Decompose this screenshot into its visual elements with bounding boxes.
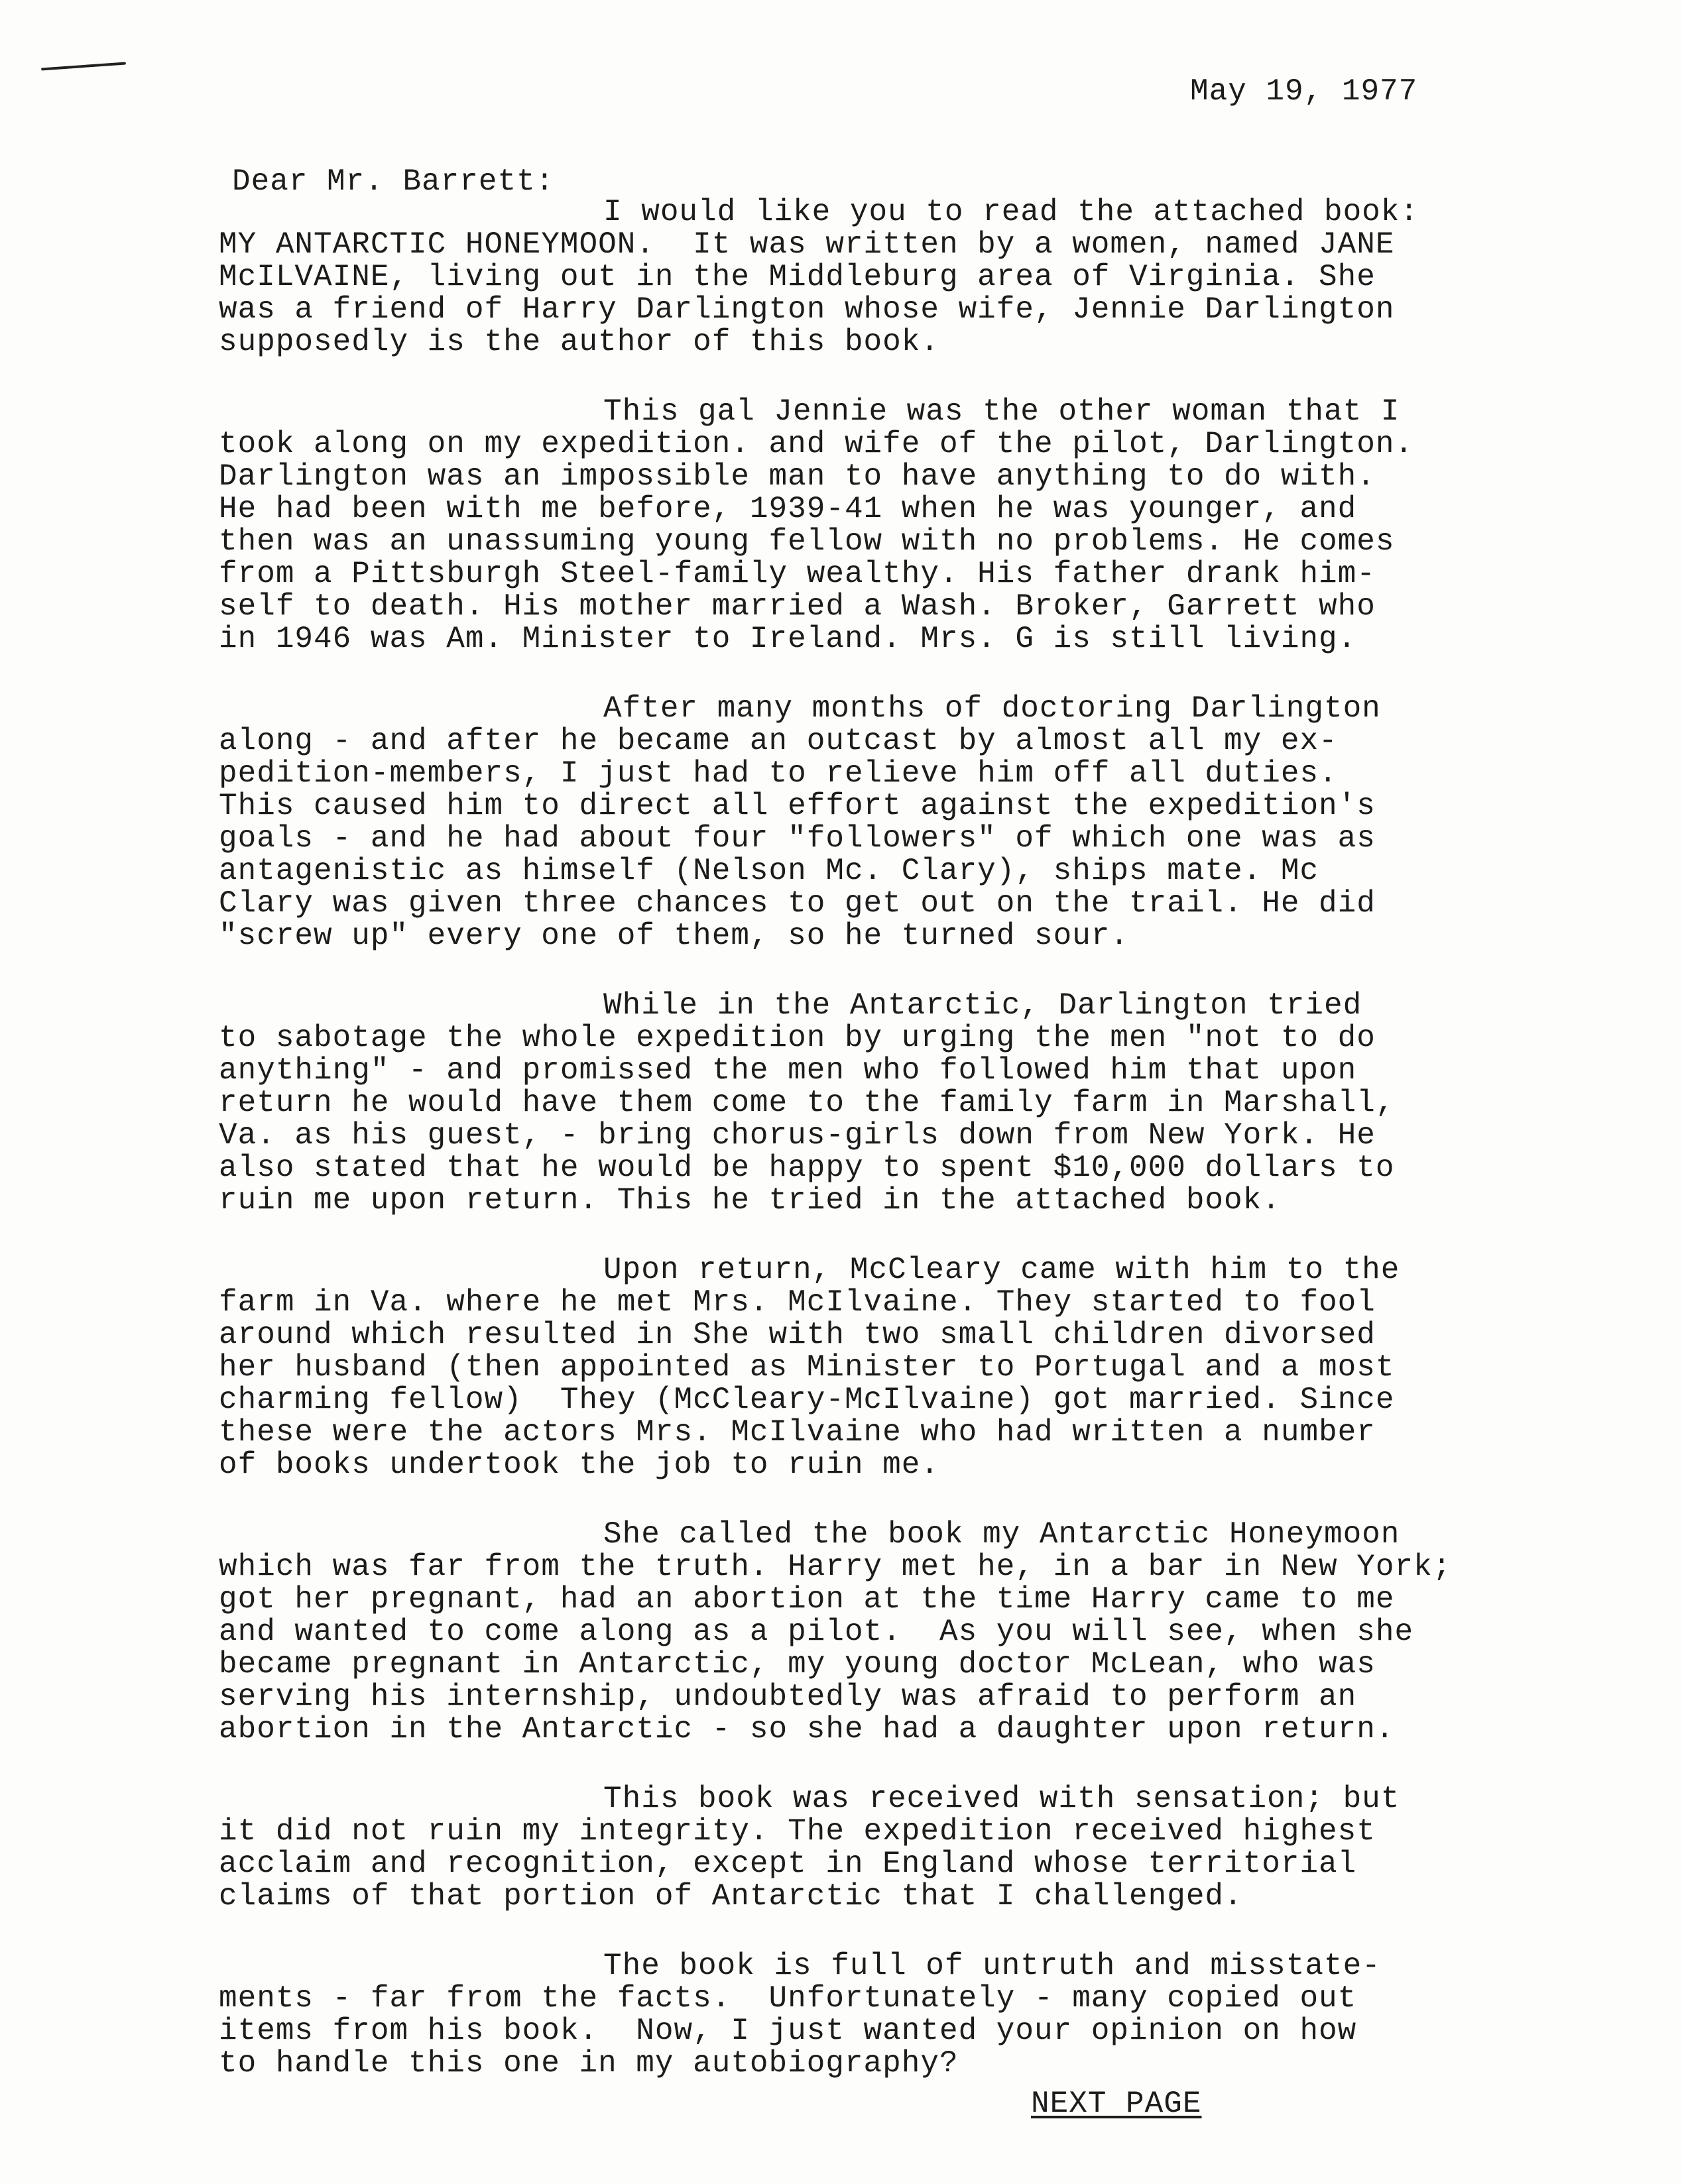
text-line: This book was received with sensation; but [603, 1782, 1400, 1816]
paragraph [219, 196, 1571, 359]
text-line: to sabotage the whole expedition by urging the men "not to do [219, 1021, 1376, 1055]
text-line: and wanted to come along as a pilot. As you will see, when she [219, 1615, 1414, 1649]
letter-date: May 19, 1977 [1190, 74, 1418, 109]
paragraph [219, 1783, 1571, 1913]
text-line: abortion in the Antarctic - so she had a daughter upon return. [219, 1712, 1395, 1747]
text-line: became pregnant in Antarctic, my young doctor McLean, who was [219, 1647, 1376, 1682]
text-line: around which resulted in She with two small children divorsed [219, 1318, 1376, 1352]
paragraph [219, 396, 1571, 656]
text-line: anything" - and promissed the men who followed him that upon [219, 1053, 1357, 1088]
text-line: which was far from the truth. Harry met he, in a bar in New York; [219, 1550, 1452, 1584]
next-page-label: NEXT PAGE [1031, 2087, 1202, 2121]
letter-body [219, 196, 1571, 2117]
text-line: of books undertook the job to ruin me. [219, 1448, 939, 1482]
text-line: in 1946 was Am. Minister to Ireland. Mrs. G is still living. [219, 622, 1357, 656]
salutation: Dear Mr. Barrett: [232, 164, 555, 199]
text-line: "screw up" every one of them, so he turned sour. [219, 919, 1130, 953]
text-line: to handle this one in my autobiography? [219, 2046, 959, 2081]
text-line: claims of that portion of Antarctic that I challenged. [219, 1879, 1243, 1914]
text-line: ruin me upon return. This he tried in the attached book. [219, 1183, 1281, 1218]
text-line: pedition-members, I just had to relieve him off all duties. [219, 756, 1338, 791]
text-line: Darlington was an impossible man to have anything to do with. [219, 459, 1376, 494]
paragraph [219, 990, 1571, 1217]
text-line: Upon return, McCleary came with him to the [603, 1253, 1400, 1287]
paragraph [219, 1254, 1571, 1481]
text-line: ments - far from the facts. Unfortunately - many copied out [219, 1981, 1357, 2016]
text-line: these were the actors Mrs. McIlvaine who had written a number [219, 1415, 1376, 1450]
text-line: While in the Antarctic, Darlington tried [603, 988, 1362, 1023]
text-line: serving his internship, undoubtedly was afraid to perform an [219, 1680, 1357, 1714]
text-line: self to death. His mother married a Wash. Broker, Garrett who [219, 589, 1376, 624]
text-line: items from his book. Now, I just wanted your opinion on how [219, 2014, 1357, 2048]
paragraph [219, 693, 1571, 952]
text-line: took along on my expedition. and wife of the pilot, Darlington. [219, 427, 1414, 461]
text-line: McILVAINE, living out in the Middleburg area of Virginia. She [219, 260, 1376, 294]
text-line: The book is full of untruth and misstate- [603, 1949, 1381, 1983]
text-line: supposedly is the author of this book. [219, 325, 939, 359]
text-line: then was an unassuming young fellow with no problems. He comes [219, 524, 1395, 559]
text-line: She called the book my Antarctic Honeymoon [603, 1517, 1400, 1552]
text-line: farm in Va. where he met Mrs. McIlvaine. They started to fool [219, 1285, 1376, 1320]
text-line: After many months of doctoring Darlington [603, 691, 1381, 726]
text-line: MY ANTARCTIC HONEYMOON. It was written by a women, named JANE [219, 227, 1395, 262]
text-line: Clary was given three chances to get out on the trail. He did [219, 886, 1376, 921]
text-line: charming fellow) They (McCleary-McIlvaine) got married. Since [219, 1383, 1395, 1417]
text-line: her husband (then appointed as Minister to Portugal and a most [219, 1350, 1395, 1385]
paragraph [219, 1950, 1571, 2080]
text-line: return he would have them come to the family farm in Marshall, [219, 1086, 1395, 1120]
text-line: He had been with me before, 1939-41 when he was younger, and [219, 492, 1357, 526]
paragraph [219, 1519, 1571, 1746]
text-line: got her pregnant, had an abortion at the time Harry came to me [219, 1582, 1395, 1617]
text-line: also stated that he would be happy to spent $10,000 dollars to [219, 1151, 1395, 1185]
text-line: This gal Jennie was the other woman that I [603, 394, 1400, 429]
text-line: from a Pittsburgh Steel-family wealthy. His father drank him- [219, 557, 1376, 591]
text-line: Va. as his guest, - bring chorus-girls down from New York. He [219, 1118, 1376, 1153]
text-line: This caused him to direct all effort against the expedition's [219, 789, 1376, 823]
margin-pen-mark [41, 62, 126, 71]
text-line: along - and after he became an outcast by almost all my ex- [219, 724, 1338, 758]
text-line: it did not ruin my integrity. The expedition received highest [219, 1814, 1376, 1849]
text-line: was a friend of Harry Darlington whose wife, Jennie Darlington [219, 292, 1395, 327]
text-line: I would like you to read the attached book: [603, 195, 1419, 229]
text-line: acclaim and recognition, except in England whose territorial [219, 1847, 1357, 1881]
text-line: goals - and he had about four "followers" of which one was as [219, 821, 1376, 856]
text-line: antagenistic as himself (Nelson Mc. Clary), ships mate. Mc [219, 854, 1319, 888]
